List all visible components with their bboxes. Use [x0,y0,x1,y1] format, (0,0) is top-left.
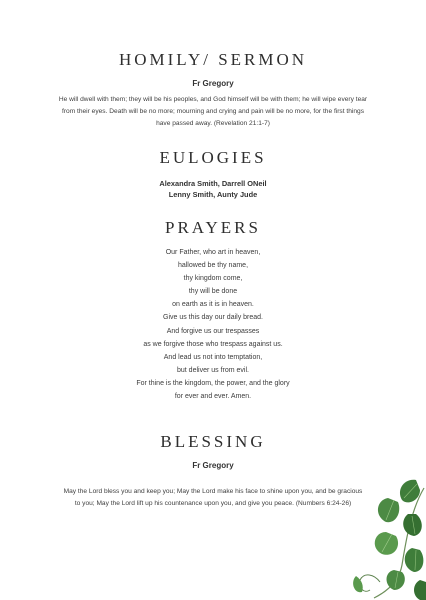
ivy-leaves-icon [316,470,426,600]
prayers-heading: PRAYERS [165,218,261,237]
prayer-line: thy kingdom come, [183,275,243,283]
blessing-scripture: May the Lord bless you and keep you; May the Lord make his face to shine upon you, and be gracious to you; May the Lord lift up his countenance upon you, and give you peace. (Numbers 6:24-26) [63,488,363,507]
prayer-line: on earth as it is in heaven. [172,301,254,309]
eulogy-speaker: Alexandra Smith, Darrell ONeil [159,179,267,188]
prayer-line: And forgive us our trespasses [166,327,260,335]
blessing-officiant: Fr Gregory [192,461,234,470]
homily-officiant: Fr Gregory [192,79,234,88]
eulogies-heading: EULOGIES [159,148,267,167]
homily-heading: HOMILY/ SERMON [118,50,308,69]
prayer-line: Give us this day our daily bread. [163,314,263,322]
homily-scripture: He will dwell with them; they will be his peoples, and God himself will be with them; he will wipe every tear from their eyes. Death will be no more; mourning and crying and pain will be no more, for the first things have passed away. (Revelation 21:1-7) [58,96,368,127]
prayer-line: but deliver us from evil. [177,366,249,374]
prayer-line: Our Father, who art in heaven, [165,249,261,256]
prayer-line: thy will be done [188,288,238,296]
prayer-line: And lead us not into temptation, [163,353,263,361]
prayer-line: for ever and ever. Amen. [174,393,252,401]
blessing-heading: BLESSING [160,432,266,451]
eulogy-speaker: Lenny Smith, Aunty Jude [168,190,258,199]
lords-prayer [0,246,426,403]
eulogy-speakers [0,178,426,200]
prayer-line: For thine is the kingdom, the power, and the glory [136,379,290,387]
prayer-line: hallowed be thy name, [177,262,249,270]
prayer-line: as we forgive those who trespass against us. [143,340,283,348]
